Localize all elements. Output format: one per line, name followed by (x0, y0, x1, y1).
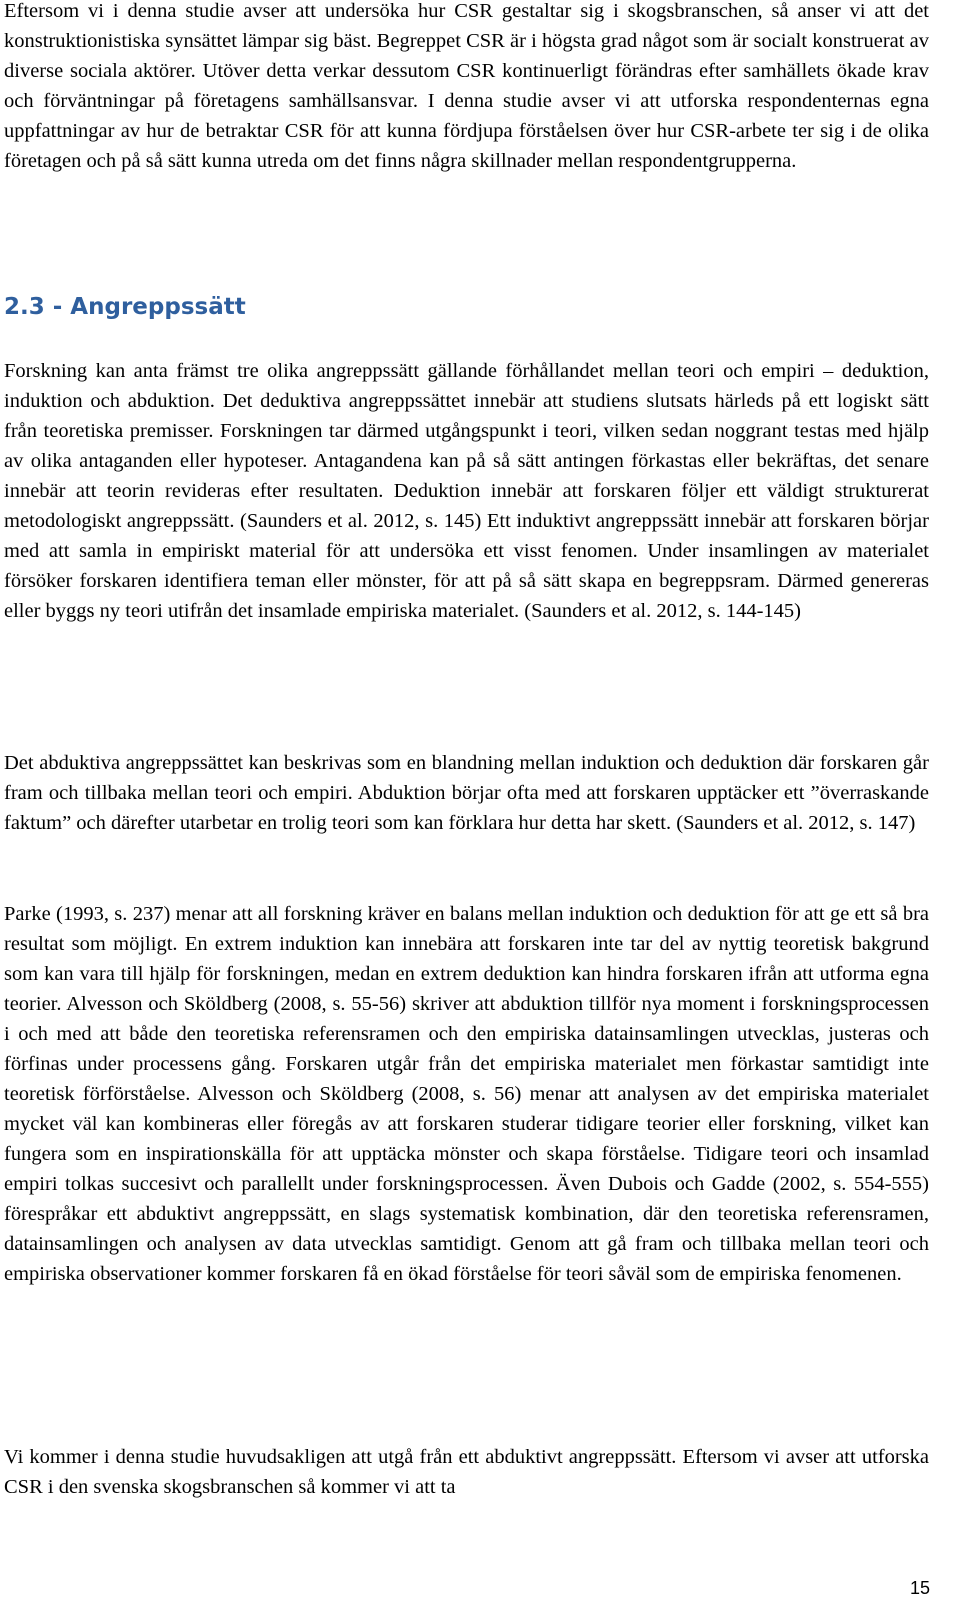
body-paragraph: Vi kommer i denna studie huvudsakligen att utgå från ett abduktivt angreppssätt. Eftersom vi avser att utforska CSR i den svenska skogsbranschen så kommer vi att ta (4, 1446, 929, 1498)
body-paragraph: Det abduktiva angreppssättet kan beskrivas som en blandning mellan induktion och deduktion där forskaren går fram och tillbaka mellan teori och empiri. Abduktion börjar ofta med att forskaren upptäcker ett ”överraskande faktum” och därefter utarbetar en trolig teori som kan förklara hur detta har skett. (Saunders et al. 2012, s. 147) (4, 752, 929, 834)
body-paragraph: Eftersom vi i denna studie avser att undersöka hur CSR gestaltar sig i skogsbranschen, så anser vi att det konstruktionistiska synsättet lämpar sig bäst. Begreppet CSR är i högsta grad något som är socialt konstruerat av diverse sociala aktörer. Utöver detta verkar dessutom CSR kontinuerligt förändras efter samhällets ökade krav och förväntningar på företagens samhällsansvar. I denna studie avser vi att utforska respondenternas egna uppfattningar av hur de betraktar CSR för att kunna fördjupa förståelsen över hur CSR-arbete ter sig i de olika företagen och på så sätt kunna utreda om det finns några skillnader mellan respondentgrupperna. (4, 0, 929, 172)
section-heading: 2.3 - Angreppssätt (4, 294, 246, 320)
body-paragraph: Forskning kan anta främst tre olika angreppssätt gällande förhållandet mellan teori och empiri – deduktion, induktion och abduktion. Det deduktiva angreppssättet innebär att studiens slutsats härleds på ett logiskt sätt från teoretiska premisser. Forskningen tar därmed utgångspunkt i teori, vilken sedan noggrant testas med hjälp av olika antaganden eller hypoteser. Antagandena kan på så sätt antingen förkastas eller bekräftas, det senare innebär att teorin revideras efter resultaten. Deduktion innebär att forskaren följer ett väldigt strukturerat metodologiskt angreppssätt. (Saunders et al. 2012, s. 145) Ett induktivt angreppssätt innebär att forskaren börjar med att samla in empiriskt material för att undersöka ett visst fenomen. Under insamlingen av materialet försöker forskaren identifiera teman eller mönster, för att på så sätt skapa en begreppsram. Därmed genereras eller byggs ny teori utifrån det insamlade empiriska materialet. (Saunders et al. 2012, s. 144-145) (4, 360, 929, 622)
body-paragraph: Parke (1993, s. 237) menar att all forskning kräver en balans mellan induktion och deduktion för att ge ett så bra resultat som möjligt. En extrem induktion kan innebära att forskaren inte tar del av nyttig teoretisk bakgrund som kan vara till hjälp för forskningen, medan en extrem deduktion kan hindra forskaren ifrån att utforma egna teorier. Alvesson och Sköldberg (2008, s. 55-56) skriver att abduktion tillför nya moment i forskningsprocessen i och med att både den teoretiska referensramen och den empiriska datainsamlingen utvecklas, justeras och förfinas under processens gång. Forskaren utgår från det empiriska materialet men förkastar samtidigt inte teoretisk förförståelse. Alvesson och Sköldberg (2008, s. 56) menar att analysen av det empiriska materialet mycket väl kan kombineras eller föregås av att forskaren studerar tidigare teorier eller forskning, vilket kan fungera som en inspirationskälla för att upptäcka mönster och skapa förståelse. Tidigare teori och insamlad empiri tolkas succesivt och parallellt under forskningsprocessen. Även Dubois och Gadde (2002, s. 554-555) förespråkar ett abduktivt angreppssätt, en slags systematisk kombination, där den teoretiska referensramen, datainsamlingen och analysen av data utvecklas samtidigt. Genom att gå fram och tillbaka mellan teori och empiriska observationer kommer forskaren få en ökad förståelse för teori såväl som de empiriska fenomenen. (4, 903, 929, 1285)
page-number: 15 (909, 1578, 930, 1598)
